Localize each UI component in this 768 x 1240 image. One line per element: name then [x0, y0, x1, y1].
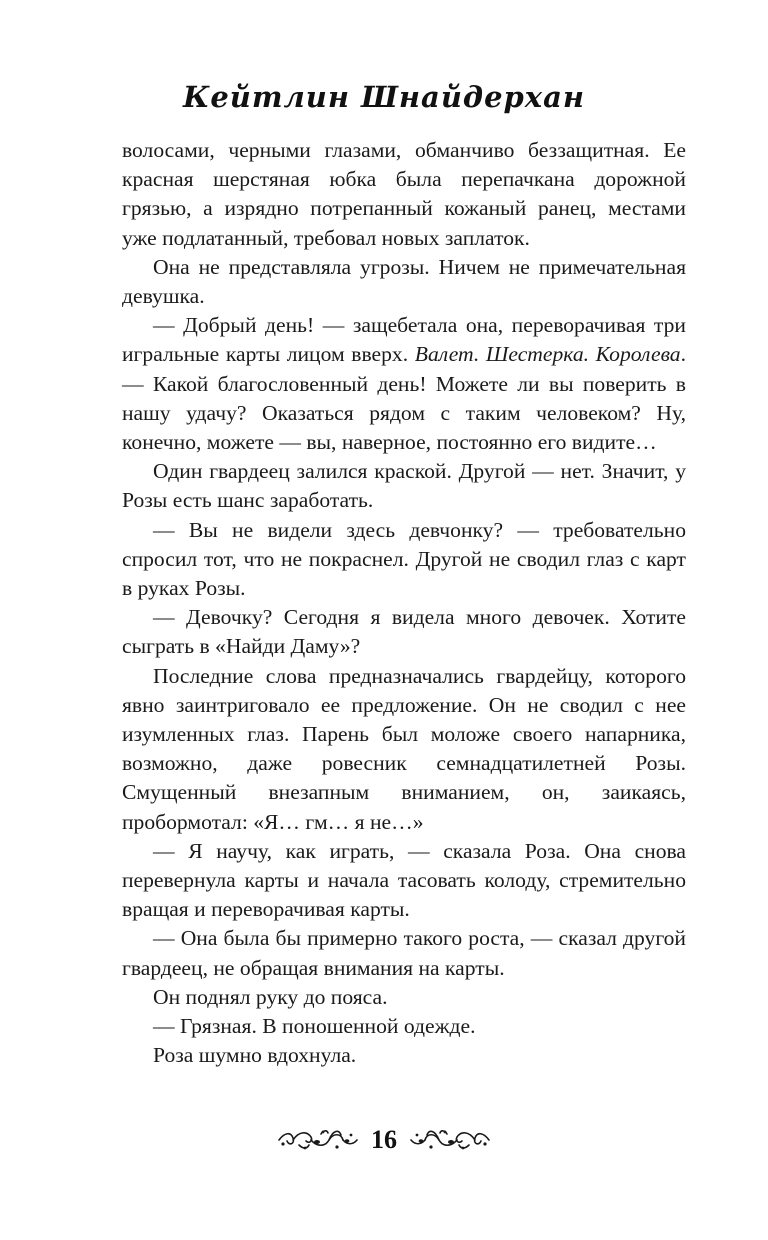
paragraph — [122, 1012, 686, 1041]
paragraph-text: — Вы не видели здесь девчонку? — требовательно спросил тот, что не покраснел. Другой не сводил глаз с карт в руках Розы. — [122, 517, 686, 601]
paragraph-text: Последние слова предназначались гвардейцу, которого явно заинтриговало ее предложение. Он не сводил с нее изумленных глаз. Парень был моложе своего напарника, возможно, даже ровесник семнадцатилетней Розы. Смущенный внезапным вниманием, он, заикаясь, пробормотал: «Я… гм… я не…» — [122, 663, 686, 834]
flourish-ornament-icon — [409, 1127, 491, 1153]
paragraph — [122, 924, 686, 982]
flourish-ornament-icon — [277, 1127, 359, 1153]
paragraph-text: — Я научу, как играть, — сказала Роза. Она снова перевернула карты и начала тасовать колоду, стремительно вращая и переворачивая карты. — [122, 838, 686, 922]
body-text — [122, 136, 686, 1071]
running-header-author: Кейтлин Шнайдерхан — [182, 80, 586, 114]
paragraph-text: . — Какой благословенный день! Можете ли вы поверить в нашу удачу? Оказаться рядом с таким человеком? Ну, конечно, можете — вы, наверное, постоянно его видите… — [122, 342, 686, 455]
paragraph — [122, 136, 686, 253]
italic-card-names: Валет. Шестерка. Королева — [414, 342, 681, 367]
paragraph-text: Она не представляла угрозы. Ничем не примечательная девушка. — [122, 254, 686, 309]
paragraph-text: Он поднял руку до пояса. — [153, 984, 388, 1009]
paragraph — [122, 837, 686, 925]
paragraph — [122, 311, 686, 457]
paragraph — [122, 253, 686, 311]
paragraph-text: — Добрый день! — защебетала она, переворачивая три игральные карты лицом вверх. — [122, 313, 686, 367]
paragraph — [122, 457, 686, 515]
page-footer — [0, 1120, 768, 1160]
paragraph — [122, 1041, 686, 1070]
paragraph — [122, 603, 686, 661]
paragraph-text: — Грязная. В поношенной одежде. — [153, 1014, 476, 1039]
page-number: 16 — [371, 1125, 397, 1154]
paragraph-text: волосами, черными глазами, обманчиво беззащитная. Ее красная шерстяная юбка была перепачкана дорожной грязью, а изрядно потрепанный кожаный ранец, местами уже подлатанный, требовал новых заплаток. — [122, 138, 686, 250]
paragraph-text: — Она была бы примерно такого роста, — сказал другой гвардеец, не обращая внимания на карты. — [122, 926, 686, 980]
paragraph — [122, 516, 686, 604]
paragraph-text: Один гвардеец залился краской. Другой — нет. Значит, у Розы есть шанс заработать. — [122, 459, 686, 513]
paragraph — [122, 662, 686, 837]
paragraph-text: — Девочку? Сегодня я видела много девочек. Хотите сыграть в «Найди Даму»? — [122, 605, 686, 659]
paragraph-text: Роза шумно вдохнула. — [153, 1043, 357, 1068]
paragraph — [122, 983, 686, 1012]
